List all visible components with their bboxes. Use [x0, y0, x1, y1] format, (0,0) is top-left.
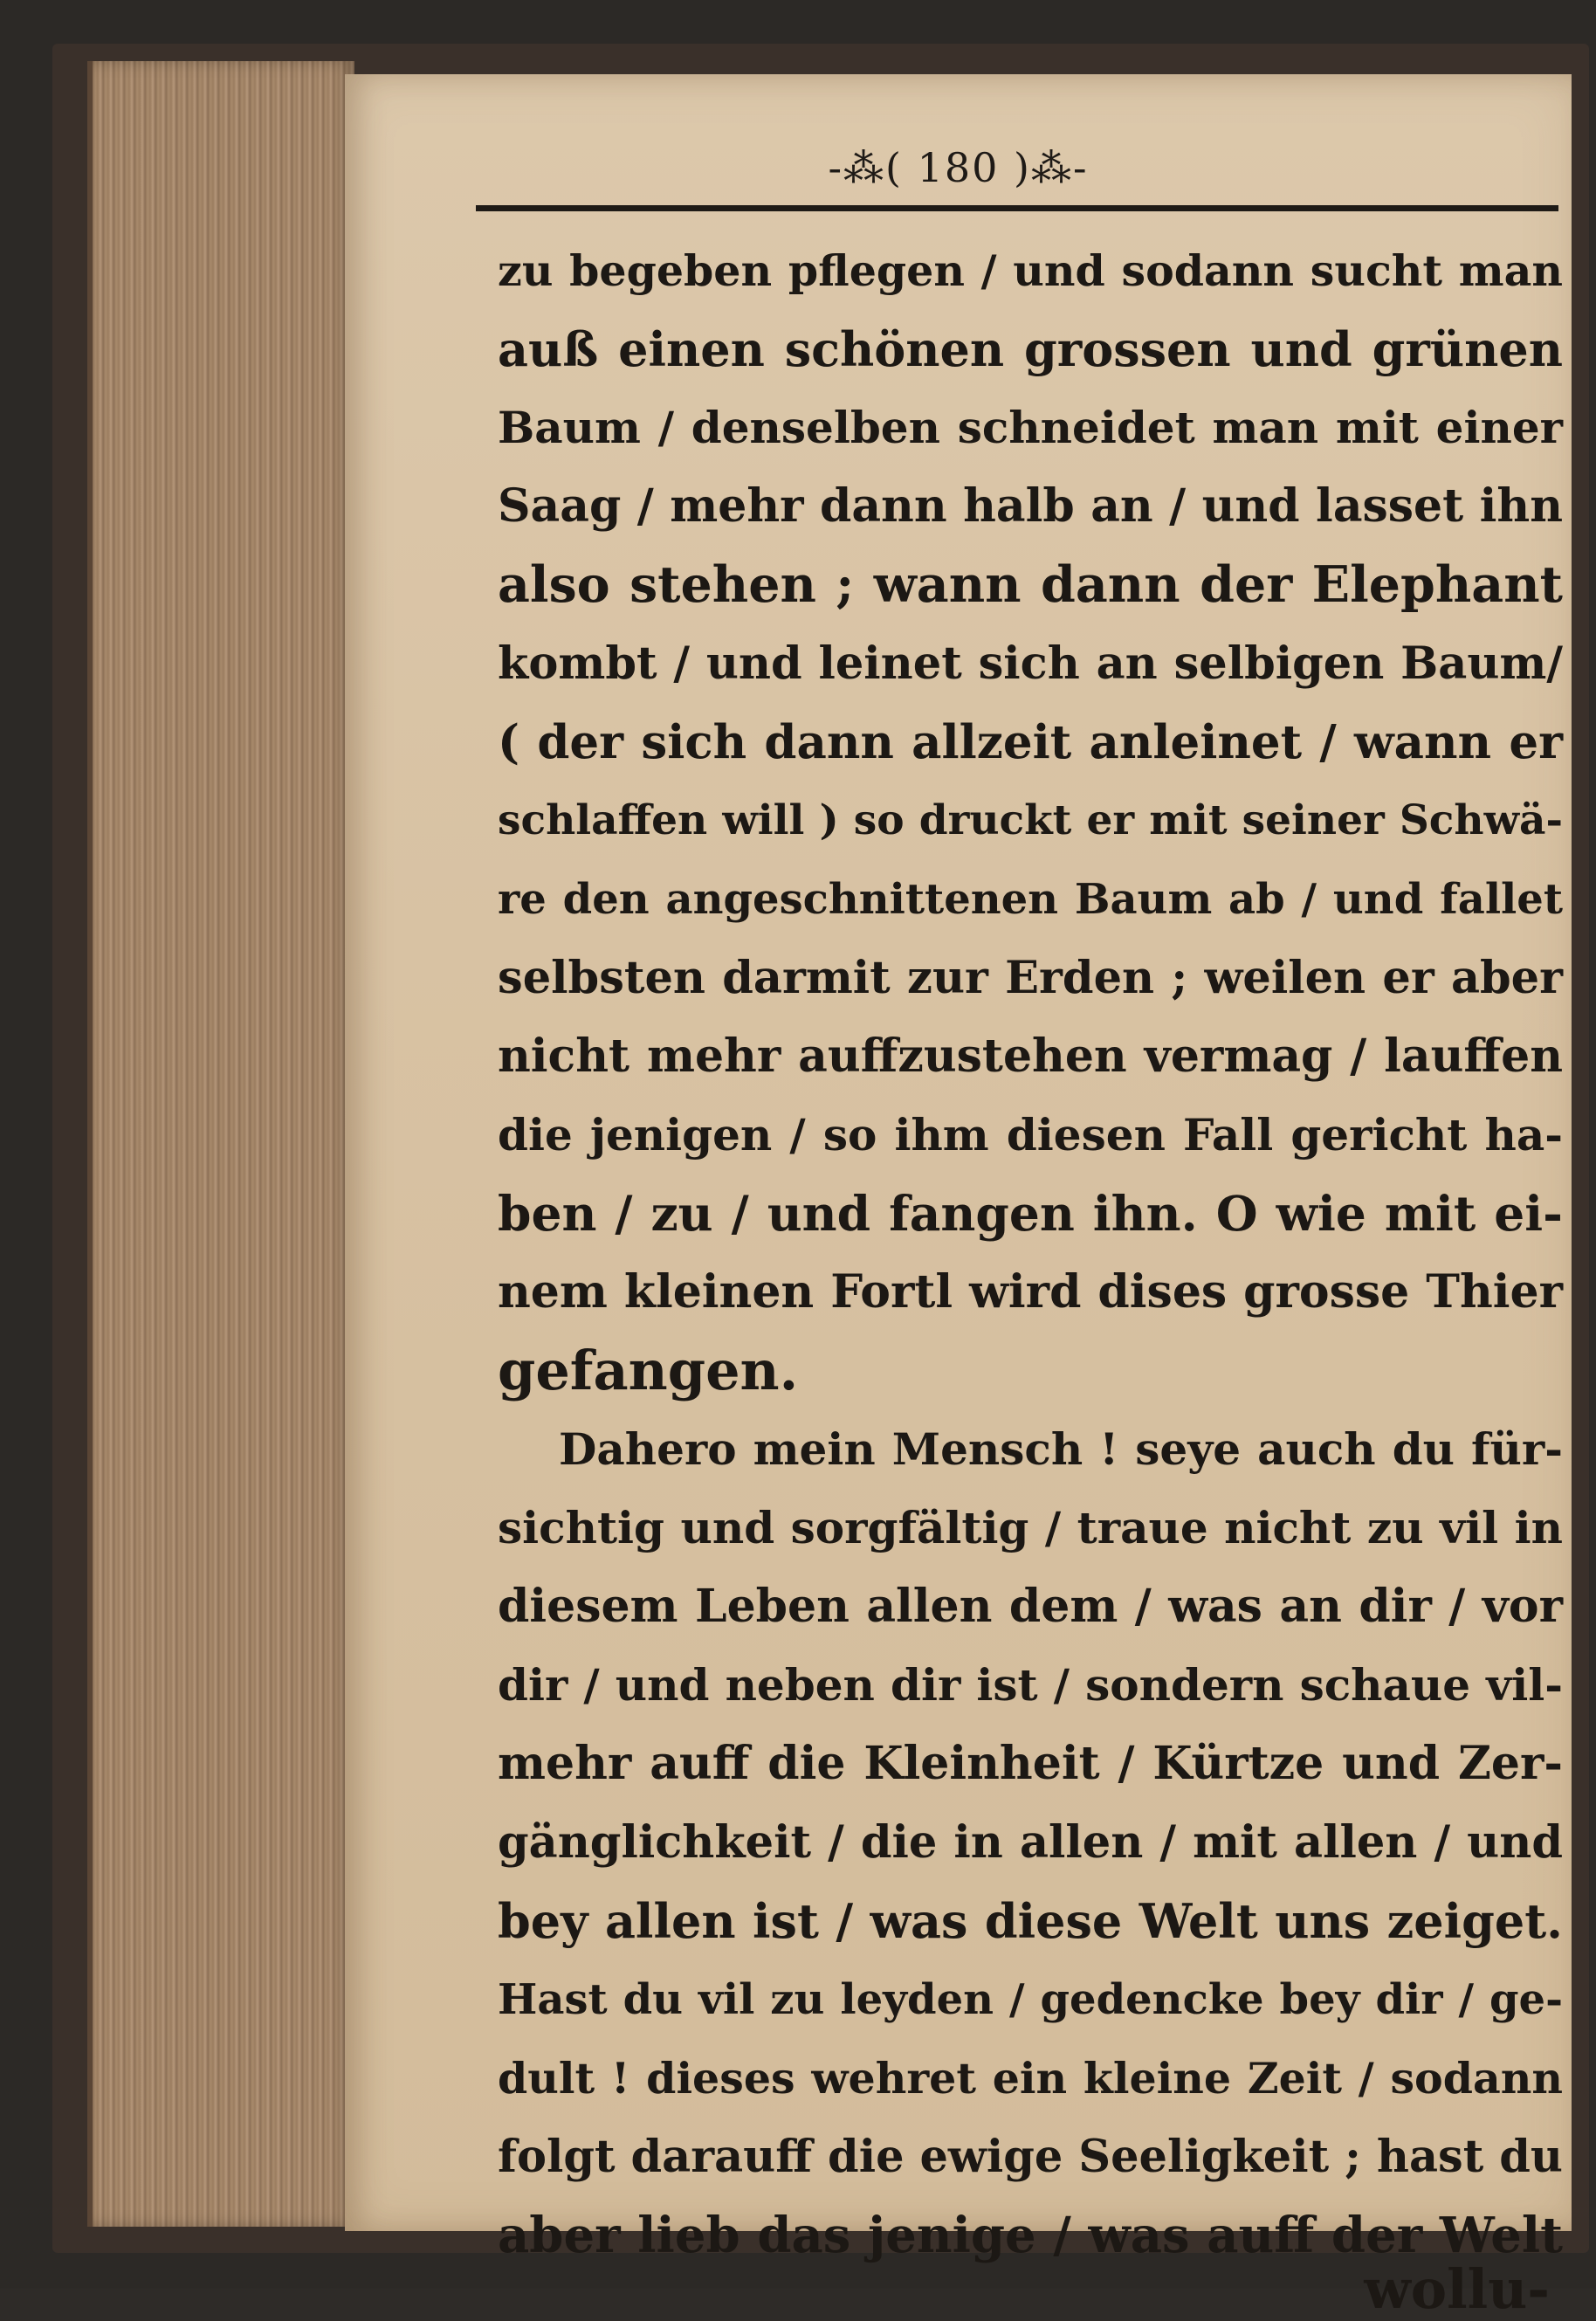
- text-line: diesem Leben allen dem / was an dir / vor: [498, 1580, 1563, 1633]
- text-line: gefangen.: [498, 1339, 799, 1402]
- text-line: ben / zu / und fangen ihn. O wie mit ei-: [498, 1185, 1563, 1242]
- text-line: selbsten darmit zur Erden ; weilen er aber: [498, 952, 1563, 1004]
- text-line: folgt darauff die ewige Seeligkeit ; hast du: [498, 2131, 1563, 2183]
- text-line: Baum / denselben schneidet man mit einer: [498, 402, 1563, 453]
- text-line: schlaffen will ) so druckt er mit seiner Schwä-: [498, 796, 1563, 844]
- text-line: Hast du vil zu leyden / gedencke bey dir / ge-: [498, 1975, 1563, 2024]
- text-line: mehr auff die Kleinheit / Kürtze und Zer-: [498, 1737, 1563, 1790]
- text-line: aber lieb das jenige / was auff der Welt: [498, 2207, 1563, 2264]
- text-line: auß einen schönen grossen und grünen: [498, 321, 1563, 377]
- text-line: nicht mehr auffzustehen vermag / lauffen: [498, 1030, 1563, 1083]
- page-edges: [87, 61, 354, 2227]
- text-line: die jenigen / so ihm diesen Fall gericht ha-: [498, 1109, 1563, 1160]
- text-line: bey allen ist / was diese Welt uns zeiget.: [498, 1893, 1563, 1949]
- text-line: kombt / und leinet sich an selbigen Baum/: [498, 637, 1563, 690]
- text-line: gänglichkeit / die in allen / mit allen / und: [498, 1816, 1563, 1869]
- text-line: ( der sich dann allzeit anleinet / wann er: [498, 715, 1563, 769]
- text-line: zu begeben pflegen / und sodann sucht man: [498, 245, 1563, 296]
- page-number: -⁂( 180 )⁂-: [828, 144, 1089, 191]
- text-line: also stehen ; wann dann der Elephant: [498, 555, 1563, 614]
- page-body: [498, 231, 1563, 2275]
- text-line: dir / und neben dir ist / sondern schaue vil-: [498, 1659, 1563, 1711]
- book-page: [345, 74, 1572, 2321]
- catchword: wollu-: [1364, 2257, 1550, 2321]
- text-line: sichtig und sorgfältig / traue nicht zu vil in: [498, 1502, 1563, 1553]
- text-line: Dahero mein Mensch ! seye auch du für-: [559, 1423, 1563, 1475]
- text-line: dult ! dieses wehret ein kleine Zeit / sodann: [498, 2053, 1563, 2104]
- text-line: nem kleinen Fortl wird dises grosse Thier: [498, 1265, 1563, 1319]
- header-rule: [476, 205, 1558, 211]
- text-line: re den angeschnittenen Baum ab / und fallet: [498, 875, 1563, 924]
- text-line: Saag / mehr dann halb an / und lasset ihn: [498, 479, 1563, 533]
